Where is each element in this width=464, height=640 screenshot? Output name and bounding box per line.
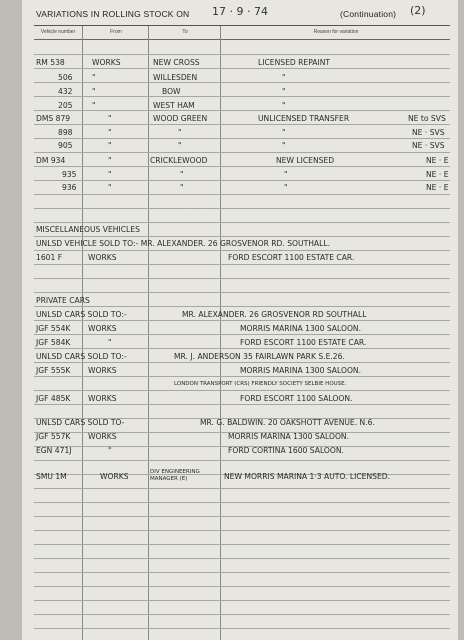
column-headers	[22, 26, 458, 40]
reason-cell: NEW LICENSED	[276, 156, 335, 165]
from-cell: "	[108, 128, 112, 137]
reason-cell: MORRIS MARINA 1300 SALOON.	[228, 432, 350, 441]
from-cell: "	[92, 87, 96, 96]
vehicle-number: 506	[58, 73, 73, 82]
from-cell: "	[108, 114, 112, 123]
table-row	[22, 100, 458, 113]
ruled-line	[34, 544, 450, 545]
faint-print: · · · · · · ·	[172, 212, 209, 218]
ruled-line	[34, 586, 450, 587]
note-cell: NE · E	[426, 170, 449, 179]
vehicle-number: JGF 584K	[36, 338, 71, 347]
reason-cell: "	[282, 87, 286, 96]
ruled-line	[34, 54, 450, 55]
vehicle-number: JGF 557K	[36, 432, 71, 441]
to-cell: WOOD GREEN	[153, 114, 208, 123]
reason-cell: "	[282, 101, 286, 110]
note-cell: NE · SVS	[412, 128, 445, 137]
table-row	[22, 337, 458, 350]
column-header-to: To	[182, 29, 188, 35]
reason-cell: NEW MORRIS MARINA 1·3 AUTO. LICENSED.	[224, 472, 391, 481]
to-cell: "	[180, 170, 184, 179]
from-cell: "	[108, 170, 112, 179]
vehicle-number: 935	[62, 170, 77, 179]
vehicle-number: 905	[58, 141, 73, 150]
table-row	[22, 57, 458, 70]
reason-cell: MORRIS MARINA 1300 SALOON.	[240, 366, 362, 375]
form-date: 17 · 9 · 74	[212, 5, 268, 18]
table-row	[22, 323, 458, 336]
table-row	[22, 431, 458, 444]
buyer: MR. G. BALDWIN. 20 OAKSHOTT AVENUE. N.6.	[200, 418, 375, 427]
vehicle-number: JGF 485K	[36, 394, 71, 403]
to-cell: "	[178, 128, 182, 137]
sale-line	[22, 351, 458, 364]
table-row	[22, 169, 458, 182]
note-cell: NE · SVS	[412, 141, 445, 150]
table-row	[22, 72, 458, 85]
to-cell: BOW	[162, 87, 181, 96]
vehicle-number: RM 538	[36, 58, 65, 67]
continuation-label: (Continuation)	[340, 9, 397, 19]
from-cell: "	[108, 156, 112, 165]
to-cell: CRICKLEWOOD	[150, 156, 208, 165]
vehicle-number: JGF 554K	[36, 324, 71, 333]
to-cell: WEST HAM	[153, 101, 195, 110]
reason-cell: "	[282, 73, 286, 82]
reason-cell: FORD ESCORT 1100 ESTATE CAR.	[240, 338, 367, 347]
table-row	[22, 471, 458, 484]
table-row	[22, 113, 458, 126]
ruled-line	[34, 208, 450, 209]
from-cell: WORKS	[88, 253, 117, 262]
vehicle-number: 432	[58, 87, 73, 96]
table-row	[22, 252, 458, 265]
section-heading	[22, 224, 458, 237]
table-row	[22, 127, 458, 140]
private-heading: PRIVATE CARS	[36, 296, 90, 305]
reason-cell: "	[284, 183, 288, 192]
sold-to-label: UNLSD CARS SOLD TO:-	[36, 352, 127, 361]
ruled-line	[34, 460, 450, 461]
vehicle-number: 898	[58, 128, 73, 137]
table-row	[22, 445, 458, 458]
to-cell: "	[178, 141, 182, 150]
vehicle-number: 205	[58, 101, 73, 110]
sale-line	[22, 238, 458, 251]
vehicle-number: DMS 879	[36, 114, 71, 123]
vehicle-number: 936	[62, 183, 77, 192]
ruled-line	[34, 516, 450, 517]
document-sheet	[22, 0, 458, 640]
ruled-line	[34, 614, 450, 615]
reason-cell: FORD CORTINA 1600 SALOON.	[228, 446, 344, 455]
table-row	[22, 86, 458, 99]
note-cell: NE · E	[426, 156, 449, 165]
reason-cell: FORD ESCORT 1100 ESTATE CAR.	[228, 253, 355, 262]
to-cell: "	[180, 183, 184, 192]
reason-cell: LICENSED REPAINT	[258, 58, 331, 67]
from-cell: WORKS	[88, 432, 117, 441]
from-cell: WORKS	[92, 58, 121, 67]
vehicle-number: EGN 471J	[36, 446, 72, 455]
sale-line	[22, 309, 458, 322]
misc-heading: MISCELLANEOUS VEHICLES	[36, 225, 140, 234]
from-cell: WORKS	[88, 366, 117, 375]
vehicle-number: JGF 555K	[36, 366, 71, 375]
misc-sold-line: UNLSD VEHICLE SOLD TO:- MR. ALEXANDER. 26 GROSVENOR RD. SOUTHALL.	[36, 239, 330, 248]
note-cell: NE · E	[426, 183, 449, 192]
ruled-line	[34, 292, 450, 293]
table-row	[22, 365, 458, 378]
ruled-line	[34, 488, 450, 489]
ruled-line	[34, 278, 450, 279]
to-cell: WILLESDEN	[153, 73, 198, 82]
sale-line	[22, 417, 458, 430]
to-cell: DIV ENGINEERING MANAGER (E)	[150, 469, 200, 482]
table-row	[22, 393, 458, 406]
column-header-rule	[34, 39, 450, 40]
form-header	[22, 0, 458, 26]
reason-cell: "	[282, 128, 286, 137]
ruled-line	[34, 628, 450, 629]
from-cell: "	[92, 73, 96, 82]
reason-cell: "	[282, 141, 286, 150]
column-header-from: From	[110, 29, 122, 35]
ruled-line	[34, 558, 450, 559]
from-cell: "	[92, 101, 96, 110]
table-row	[22, 155, 458, 168]
ruled-line	[34, 222, 450, 223]
ruled-line	[34, 502, 450, 503]
from-cell: "	[108, 446, 112, 455]
from-cell: "	[108, 183, 112, 192]
reason-cell: "	[284, 170, 288, 179]
buyer: LONDON TRANSPORT (CRS) FRIENDLY SOCIETY SELBIE HOUSE.	[174, 381, 347, 387]
column-header-number: Vehicle number	[40, 29, 76, 35]
ruled-line	[34, 572, 450, 573]
sold-to-label: UNLSD CARS SOLD TO-	[36, 418, 125, 427]
reason-cell: UNLICENSED TRANSFER	[258, 114, 350, 123]
column-header-reason: Reason for variation	[313, 29, 359, 35]
from-cell: "	[108, 338, 112, 347]
form-title: VARIATIONS IN ROLLING STOCK ON	[36, 9, 190, 19]
buyer: MR. ALEXANDER. 26 GROSVENOR RD SOUTHALL	[182, 310, 367, 319]
vehicle-number: 1601 F	[36, 253, 63, 262]
table-row	[22, 140, 458, 153]
ruled-line	[34, 600, 450, 601]
from-cell: WORKS	[100, 472, 129, 481]
section-heading	[22, 295, 458, 308]
sold-to-label: UNLSD CARS SOLD TO:-	[36, 310, 127, 319]
to-cell: NEW CROSS	[153, 58, 200, 67]
ruled-line	[34, 530, 450, 531]
page-number: (2)	[410, 4, 426, 17]
from-cell: "	[108, 141, 112, 150]
vehicle-number: DM 934	[36, 156, 66, 165]
note-cell: NE to SVS	[408, 114, 446, 123]
vehicle-number: SMU 1M	[36, 472, 67, 481]
buyer: MR. J. ANDERSON 35 FAIRLAWN PARK S.E.26.	[174, 352, 345, 361]
from-cell: WORKS	[88, 324, 117, 333]
table-row	[22, 182, 458, 195]
from-cell: WORKS	[88, 394, 117, 403]
reason-cell: FORD ESCORT 1100 SALOON.	[240, 394, 353, 403]
sale-line	[22, 379, 458, 392]
reason-cell: MORRIS MARINA 1300 SALOON.	[240, 324, 362, 333]
